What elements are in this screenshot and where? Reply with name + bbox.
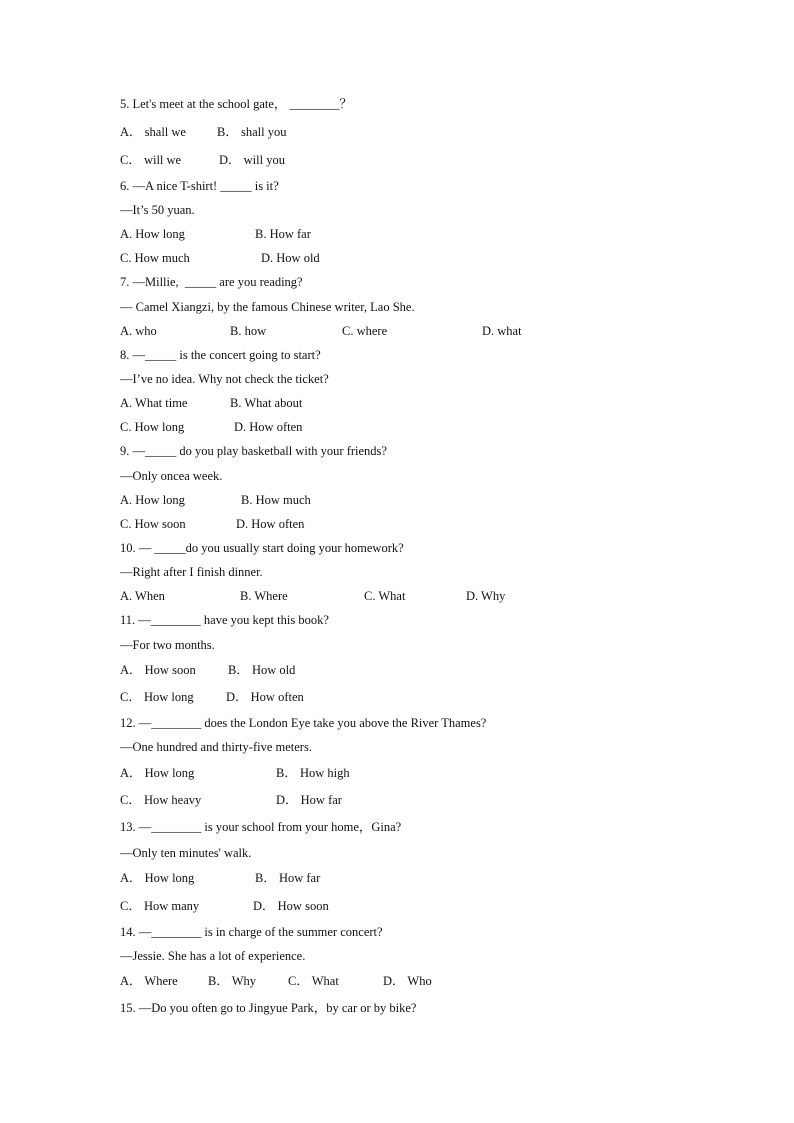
question-14-stem: 14. —________ is in charge of the summer concert? [120, 925, 383, 939]
q9-option-b: B. How much [241, 493, 311, 507]
question-9-answer: —Only oncea week. [120, 469, 223, 483]
q8-option-a: A. What time [120, 396, 188, 410]
q5-option-a: A． shall we [120, 125, 186, 139]
q11-option-c: C． How long [120, 690, 194, 704]
q14-option-b: B． Why [208, 974, 257, 988]
q6-option-b: B. How far [255, 227, 311, 241]
q9-option-d: D. How often [236, 517, 305, 531]
q14-option-c: C． What [288, 974, 339, 988]
q12-option-b: B． How high [276, 766, 350, 780]
question-11-stem: 11. —________ have you kept this book? [120, 613, 329, 627]
q7-option-a: A. who [120, 324, 157, 338]
question-11-answer: —For two months. [120, 638, 215, 652]
q9-option-c: C. How soon [120, 517, 186, 531]
question-7-answer: — Camel Xiangzi, by the famous Chinese writer, Lao She. [120, 300, 415, 314]
q12-option-c: C． How heavy [120, 793, 202, 807]
q10-option-b: B. Where [240, 589, 288, 603]
q6-option-d: D. How old [261, 251, 320, 265]
q13-option-b: B． How far [255, 871, 321, 885]
q13-option-a: A． How long [120, 871, 195, 885]
question-5-stem: 5. Let's meet at the school gate， ________？ [120, 97, 353, 111]
question-10-answer: —Right after I finish dinner. [120, 565, 263, 579]
question-14-answer: —Jessie. She has a lot of experience. [120, 949, 306, 963]
question-8-stem: 8. —_____ is the concert going to start? [120, 348, 321, 362]
q5-option-d: D． will you [219, 153, 285, 167]
q14-option-d: D． Who [383, 974, 432, 988]
q7-option-d: D. what [482, 324, 522, 338]
q11-option-a: A． How soon [120, 663, 196, 677]
question-13-stem: 13. —________ is your school from your home，Gina? [120, 820, 402, 834]
q9-option-a: A. How long [120, 493, 185, 507]
question-6-answer: —It’s 50 yuan. [120, 203, 195, 217]
q10-option-d: D. Why [466, 589, 506, 603]
q10-option-a: A. When [120, 589, 165, 603]
q5-option-b: B． shall you [217, 125, 287, 139]
question-6-stem: 6. —A nice T-shirt! _____ is it? [120, 179, 279, 193]
q14-option-a: A． Where [120, 974, 178, 988]
q12-option-a: A． How long [120, 766, 195, 780]
question-8-answer: —I’ve no idea. Why not check the ticket? [120, 372, 329, 386]
question-12-answer: —One hundred and thirty-five meters. [120, 740, 312, 754]
question-13-answer: —Only ten minutes' walk. [120, 846, 252, 860]
question-15-stem: 15. —Do you often go to Jingyue Park，by car or by bike? [120, 1001, 417, 1015]
question-7-stem: 7. —Millie, _____ are you reading? [120, 275, 303, 289]
question-10-stem: 10. — _____do you usually start doing your homework? [120, 541, 404, 555]
q6-option-c: C. How much [120, 251, 190, 265]
q5-option-c: C． will we [120, 153, 182, 167]
q8-option-c: C. How long [120, 420, 185, 434]
q10-option-c: C. What [364, 589, 406, 603]
q11-option-d: D． How often [226, 690, 304, 704]
q12-option-d: D． How far [276, 793, 342, 807]
q8-option-b: B. What about [230, 396, 303, 410]
q11-option-b: B． How old [228, 663, 296, 677]
q6-option-a: A. How long [120, 227, 185, 241]
q7-option-b: B. how [230, 324, 267, 338]
question-9-stem: 9. —_____ do you play basketball with your friends? [120, 444, 387, 458]
q13-option-d: D． How soon [253, 899, 329, 913]
q13-option-c: C． How many [120, 899, 200, 913]
question-12-stem: 12. —________ does the London Eye take you above the River Thames? [120, 716, 487, 730]
q7-option-c: C. where [342, 324, 388, 338]
q8-option-d: D. How often [234, 420, 303, 434]
